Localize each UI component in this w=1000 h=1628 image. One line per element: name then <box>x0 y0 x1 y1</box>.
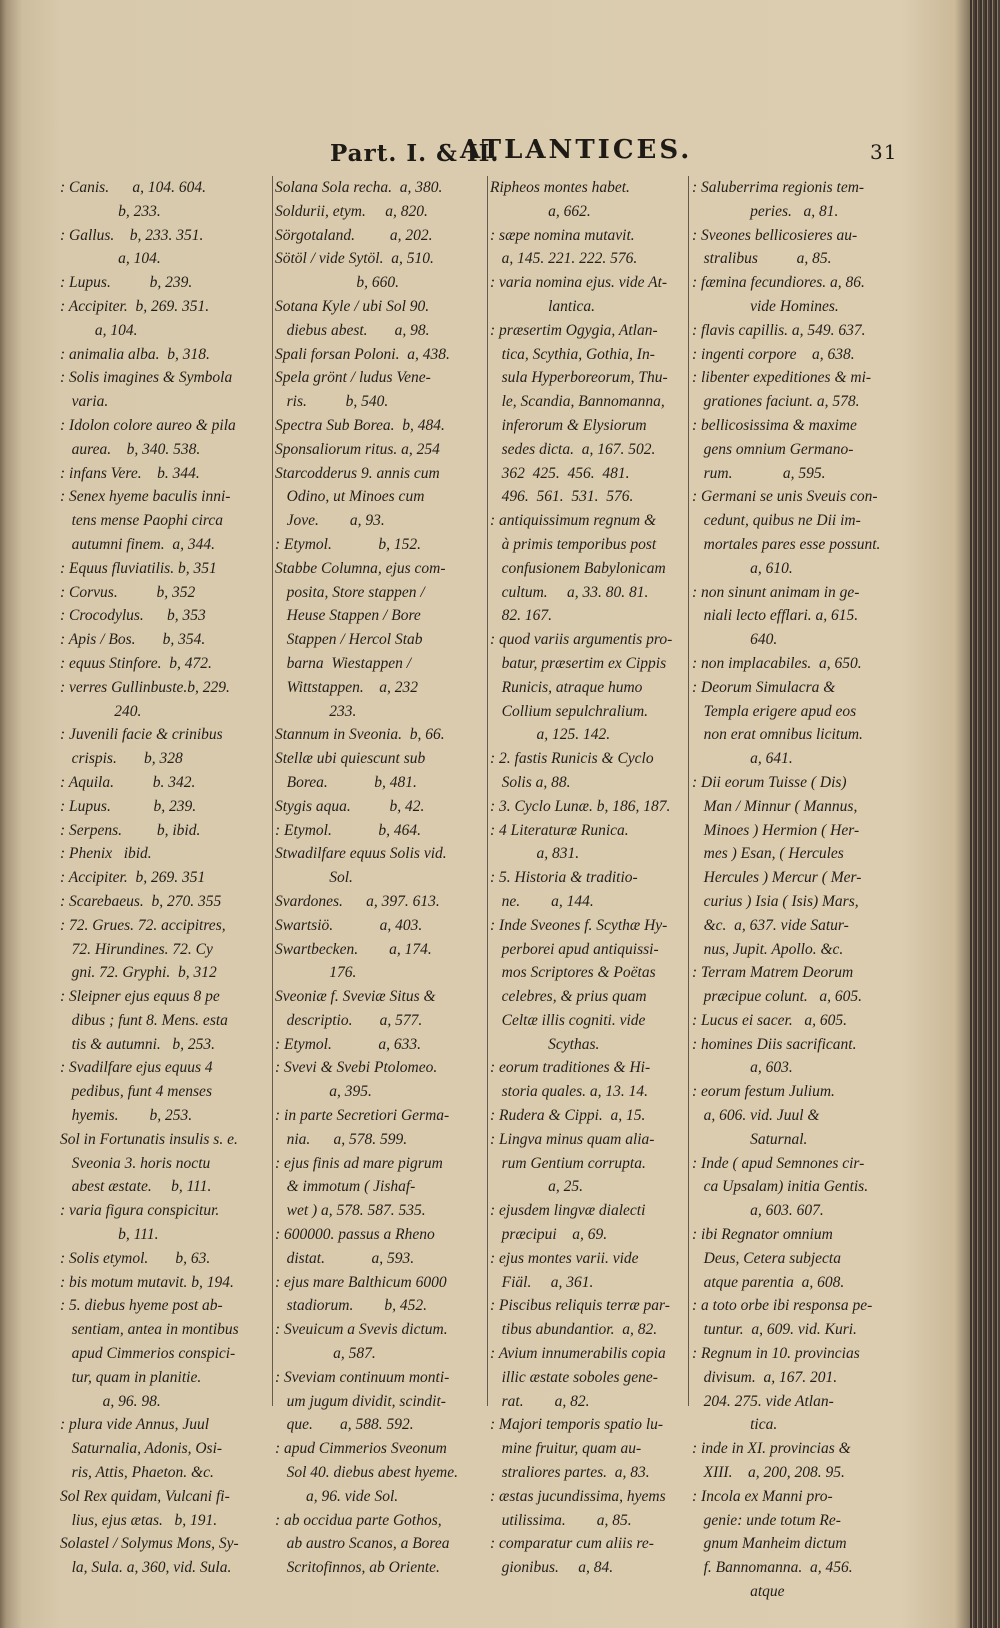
index-line: : comparatur cum aliis re- <box>490 1535 654 1553</box>
index-line: a, 96. 98. <box>60 1392 161 1410</box>
index-line: genie: unde totum Re- <box>692 1511 841 1529</box>
index-line: : Avium innumerabilis copia <box>490 1345 666 1363</box>
index-line: Sol Rex quidam, Vulcani fi- <box>60 1487 230 1505</box>
index-line: : infans Vere. b. 344. <box>60 464 200 482</box>
index-line: : verres Gullinbuste.b, 229. <box>60 678 230 696</box>
index-line: : eorum traditiones & Hi- <box>490 1059 651 1077</box>
index-line: a, 603. <box>692 1059 793 1077</box>
index-line: ne. a, 144. <box>490 892 594 910</box>
index-line: Spectra Sub Borea. b, 484. <box>275 416 445 434</box>
index-line: mes ) Esan, ( Hercules <box>692 845 844 863</box>
index-line: : ejusdem lingvæ dialecti <box>490 1202 646 1220</box>
index-line: storia quales. a, 13. 14. <box>490 1083 649 1101</box>
index-line: nus, Jupit. Apollo. &c. <box>692 940 844 958</box>
index-line: : æstas jucundissima, hyems <box>490 1487 666 1505</box>
index-line: nia. a, 578. 599. <box>275 1130 408 1148</box>
index-line: a, 603. 607. <box>692 1202 824 1220</box>
index-line: : Inde Sveones f. Scythæ Hy- <box>490 916 668 934</box>
index-line: 362 425. 456. 481. <box>490 464 630 482</box>
index-line: : Sveuicum a Svevis dictum. <box>275 1321 448 1339</box>
index-line: Solis a, 88. <box>490 773 571 791</box>
index-line: : Majori temporis spatio lu- <box>490 1416 664 1434</box>
index-line: sula Hyperboreorum, Thu- <box>490 369 668 387</box>
index-line: aurea. b, 340. 538. <box>60 440 201 458</box>
index-line: Ripheos montes habet. <box>490 179 630 196</box>
index-line: tuntur. a, 609. vid. Kuri. <box>692 1321 857 1339</box>
index-line: mortales pares esse possunt. <box>692 535 881 553</box>
index-line: : ejus finis ad mare pigrum <box>275 1154 443 1172</box>
index-line: posita, Store stappen / <box>275 583 425 601</box>
index-line: a, 145. 221. 222. 576. <box>490 250 638 268</box>
index-line: Starcodderus 9. annis cum <box>275 464 440 482</box>
index-line: Sponsaliorum ritus. a, 254 <box>275 440 440 458</box>
index-line: 640. <box>692 631 778 649</box>
index-line: curius ) Isia ( Isis) Mars, <box>692 892 859 910</box>
index-line: : Deorum Simulacra & <box>692 678 836 696</box>
index-line: crispis. b, 328 <box>60 750 183 768</box>
index-line: autumni finem. a, 344. <box>60 535 215 553</box>
index-line: : Solis imagines & Symbola <box>60 369 233 387</box>
index-line: 204. 275. vide Atlan- <box>692 1392 834 1410</box>
index-line: à primis temporibus post <box>490 535 657 553</box>
index-line: : Piscibus reliquis terræ par- <box>490 1297 670 1315</box>
index-line: a, 606. vid. Juul & <box>692 1107 820 1125</box>
index-line: Borea. b, 481. <box>275 773 417 791</box>
index-line: tis & autumni. b, 253. <box>60 1035 216 1053</box>
index-line: b, 660. <box>275 274 399 292</box>
index-line: : Lupus. b, 239. <box>60 274 193 292</box>
index-line: um jugum dividit, scindit- <box>275 1392 446 1410</box>
index-line: 72. Hirundines. 72. Cy <box>60 940 213 958</box>
index-line: abest æstate. b, 111. <box>60 1178 212 1196</box>
index-line: straliores partes. a, 83. <box>490 1464 650 1482</box>
index-line: : Corvus. b, 352 <box>60 583 196 601</box>
index-line: mos Scriptores & Poëtas <box>490 964 656 982</box>
index-line: niali lecto efflari. a, 615. <box>692 607 859 625</box>
index-line: : in parte Secretiori Germa- <box>275 1107 450 1125</box>
index-line: Jove. a, 93. <box>275 512 385 530</box>
index-line: : 3. Cyclo Lunæ. b, 186, 187. <box>490 797 671 815</box>
index-line: præcipue colunt. a, 605. <box>692 988 863 1006</box>
index-line: peries. a, 81. <box>692 202 839 220</box>
index-line: : apud Cimmerios Sveonum <box>275 1440 447 1458</box>
index-line: : Crocodylus. b, 353 <box>60 607 206 625</box>
index-line: Wittstappen. a, 232 <box>275 678 418 696</box>
index-line: varia. <box>60 393 109 411</box>
index-line: lius, ejus ætas. b, 191. <box>60 1511 218 1529</box>
index-line: Saturnal. <box>692 1130 808 1148</box>
index-line: inferorum & Elysiorum <box>490 416 647 434</box>
index-line: : Accipiter. b, 269. 351 <box>60 869 206 887</box>
index-line: : Inde ( apud Semnones cir- <box>692 1154 865 1172</box>
index-column-2 <box>275 176 485 1577</box>
index-line: Stellæ ubi quiescunt sub <box>275 750 426 768</box>
index-line: : Phenix ibid. <box>60 845 152 863</box>
index-line: Stabbe Columna, ejus com- <box>275 559 446 577</box>
index-line: Saturnalia, Adonis, Osi- <box>60 1440 223 1458</box>
index-line: : equus Stinfore. b, 472. <box>60 654 212 672</box>
index-line: confusionem Babylonicam <box>490 559 666 577</box>
index-line: perborei apud antiquissi- <box>490 940 659 958</box>
index-line: Minoes ) Hermion ( Her- <box>692 821 860 839</box>
column-rule <box>487 176 488 1406</box>
index-line: grationes faciunt. a, 578. <box>692 393 860 411</box>
index-line: Sotana Kyle / ubi Sol 90. <box>275 297 430 315</box>
index-line: tica, Scythia, Gothia, In- <box>490 345 655 363</box>
index-line: Man / Minnur ( Mannus, <box>692 797 858 815</box>
index-line: b, 233. <box>60 202 161 220</box>
header-title: ATLANTICES. <box>460 135 693 165</box>
index-line: Templa erigere apud eos <box>692 702 857 720</box>
index-line: stralibus a, 85. <box>692 250 832 268</box>
index-line: : eorum festum Julium. <box>692 1083 835 1101</box>
index-line: Celtæ illis cogniti. vide <box>490 1011 646 1029</box>
index-line: : antiquissimum regnum & <box>490 512 657 530</box>
index-line: Odino, ut Minoes cum <box>275 488 425 506</box>
index-line: : ibi Regnator omnium <box>692 1226 833 1244</box>
index-line: ab austro Scanos, a Borea <box>275 1535 450 1553</box>
index-line: pedibus, funt 4 menses <box>60 1083 212 1101</box>
index-line: : Sleipner ejus equus 8 pe <box>60 988 220 1006</box>
index-line: Swartsiö. a, 403. <box>275 916 423 934</box>
index-line: : Dii eorum Tuisse ( Dis) <box>692 773 847 791</box>
index-line: a, 125. 142. <box>490 726 611 744</box>
index-line: sedes dicta. a, 167. 502. <box>490 440 656 458</box>
index-line: diebus abest. a, 98. <box>275 321 430 339</box>
index-line: Scritofinnos, ab Oriente. <box>275 1559 440 1577</box>
index-line: barna Wiestappen / <box>275 654 412 672</box>
index-line: a, 610. <box>692 559 793 577</box>
index-line: a, 104. <box>60 250 161 268</box>
index-line: utilissima. a, 85. <box>490 1511 632 1529</box>
index-line: : plura vide Annus, Juul <box>60 1416 210 1434</box>
index-line: : Scarebaeus. b, 270. 355 <box>60 892 222 910</box>
index-line: Stygis aqua. b, 42. <box>275 797 425 815</box>
index-line: : Etymol. a, 633. <box>275 1035 421 1053</box>
index-line: : Solis etymol. b, 63. <box>60 1249 211 1267</box>
index-line: : Svadilfare ejus equus 4 <box>60 1059 213 1077</box>
index-line: : Apis / Bos. b, 354. <box>60 631 206 649</box>
index-line: la, Sula. a, 360, vid. Sula. <box>60 1559 232 1577</box>
index-line: descriptio. a, 577. <box>275 1011 423 1029</box>
index-line: a, 831. <box>490 845 580 863</box>
index-line: Stwadilfare equus Solis vid. <box>275 845 447 863</box>
index-line: cedunt, quibus ne Dii im- <box>692 512 861 530</box>
index-line: Solana Sola recha. a, 380. <box>275 179 443 196</box>
index-line: 176. <box>275 964 357 982</box>
index-line: cultum. a, 33. 80. 81. <box>490 583 649 601</box>
index-line: Sveonia 3. horis noctu <box>60 1154 211 1172</box>
index-line: : a toto orbe ibi responsa pe- <box>692 1297 873 1315</box>
index-line: Scythas. <box>490 1035 600 1053</box>
index-line: Sol. <box>275 869 353 887</box>
index-line: ca Upsalam) initia Gentis. <box>692 1178 869 1196</box>
index-line: : flavis capillis. a, 549. 637. <box>692 321 866 339</box>
index-line: &c. a, 637. vide Satur- <box>692 916 849 934</box>
index-line: : varia nomina ejus. vide At- <box>490 274 668 292</box>
index-column-1 <box>60 176 272 1577</box>
index-line: : varia figura conspicitur. <box>60 1202 220 1220</box>
index-line: vide Homines. <box>692 297 839 315</box>
index-line: Deus, Cetera subjecta <box>692 1249 841 1267</box>
index-line: : Juvenili facie & crinibus <box>60 726 223 744</box>
index-line: XIII. a, 200, 208. 95. <box>692 1464 845 1482</box>
index-line: divisum. a, 167. 201. <box>692 1368 838 1386</box>
index-line: : Etymol. b, 152. <box>275 535 421 553</box>
index-line: a, 96. vide Sol. <box>275 1487 399 1505</box>
book-page-edges <box>970 0 1000 1628</box>
index-line: : sæpe nomina mutavit. <box>490 226 635 244</box>
index-line: Hercules ) Mercur ( Mer- <box>692 869 862 887</box>
index-line: : Equus fluviatilis. b, 351 <box>60 559 217 577</box>
index-line: : Incola ex Manni pro- <box>692 1487 833 1505</box>
index-line: : Serpens. b, ibid. <box>60 821 201 839</box>
index-line: a, 662. <box>490 202 591 220</box>
index-line: a, 587. <box>275 1345 376 1363</box>
index-line: Sveoniæ f. Sveviæ Situs & <box>275 988 436 1006</box>
column-rule <box>272 176 273 1406</box>
index-line: : Lupus. b, 239. <box>60 797 197 815</box>
index-line: rum. a, 595. <box>692 464 826 482</box>
index-line: : Lucus ei sacer. a, 605. <box>692 1011 847 1029</box>
index-line: : 5. Historia & traditio- <box>490 869 638 887</box>
index-line: : homines Diis sacrificant. <box>692 1035 857 1053</box>
index-line: Spali forsan Poloni. a, 438. <box>275 345 450 363</box>
index-line: illic æstate soboles gene- <box>490 1368 658 1386</box>
index-line: atque parentia a, 608. <box>692 1273 845 1291</box>
index-line: : ab occidua parte Gothos, <box>275 1511 442 1529</box>
index-line: celebres, & prius quam <box>490 988 647 1006</box>
index-line: tibus abundantior. a, 82. <box>490 1321 658 1339</box>
index-line: rat. a, 82. <box>490 1392 590 1410</box>
index-line: : bis motum mutavit. b, 194. <box>60 1273 234 1291</box>
index-line: Stannum in Sveonia. b, 66. <box>275 726 445 744</box>
index-line: gni. 72. Gryphi. b, 312 <box>60 964 217 982</box>
index-line: tens mense Paophi circa <box>60 512 223 530</box>
index-line: b, 111. <box>60 1226 159 1244</box>
index-line: Sörgotaland. a, 202. <box>275 226 433 244</box>
index-line: Sötöl / vide Sytöl. a, 510. <box>275 250 434 268</box>
index-column-3 <box>490 176 685 1577</box>
index-line: Stappen / Hercol Stab <box>275 631 423 649</box>
index-line: : animalia alba. b, 318. <box>60 345 210 363</box>
index-line: non erat omnibus licitum. <box>692 726 863 744</box>
page-number: 31 <box>870 140 898 164</box>
index-line: mine fruitur, quam au- <box>490 1440 642 1458</box>
index-line: : fæmina fecundiores. a, 86. <box>692 274 865 292</box>
index-line: : 5. diebus hyeme post ab- <box>60 1297 223 1315</box>
index-line: sentiam, antea in montibus <box>60 1321 239 1339</box>
index-line: ris. b, 540. <box>275 393 389 411</box>
index-line: : 2. fastis Runicis & Cyclo <box>490 750 654 768</box>
index-line: a, 25. <box>490 1178 583 1196</box>
index-line: Fiäl. a, 361. <box>490 1273 594 1291</box>
index-line: a, 395. <box>275 1083 372 1101</box>
index-line: Collium sepulchralium. <box>490 702 649 720</box>
index-line: præcipui a, 69. <box>490 1226 608 1244</box>
running-header <box>330 135 940 167</box>
index-line: a, 641. <box>692 750 793 768</box>
index-line: gnum Manheim dictum <box>692 1535 847 1553</box>
index-line: tica. <box>692 1416 778 1434</box>
index-line: : non implacabiles. a, 650. <box>692 654 862 672</box>
index-line: : Regnum in 10. provincias <box>692 1345 860 1363</box>
index-column-4 <box>692 176 912 1601</box>
index-line: & immotum ( Jishaf- <box>275 1178 416 1196</box>
index-line: : Etymol. b, 464. <box>275 821 421 839</box>
index-line: dibus ; funt 8. Mens. esta <box>60 1011 228 1029</box>
index-line: Sol in Fortunatis insulis s. e. <box>60 1130 238 1148</box>
index-line: : libenter expeditiones & mi- <box>692 369 872 387</box>
index-line: : Canis. a, 104. 604. <box>60 179 206 196</box>
index-line: : præsertim Ogygia, Atlan- <box>490 321 658 339</box>
index-line: le, Scandia, Bannomanna, <box>490 393 665 411</box>
index-line: Heuse Stappen / Bore <box>275 607 421 625</box>
index-line: gionibus. a, 84. <box>490 1559 614 1577</box>
index-line: : Terram Matrem Deorum <box>692 964 854 982</box>
index-line: : inde in XI. provincias & <box>692 1440 851 1458</box>
index-line: : Idolon colore aureo & pila <box>60 416 236 434</box>
index-line: 233. <box>275 702 357 720</box>
index-line: : Sveones bellicosieres au- <box>692 226 858 244</box>
index-line: : non sinunt animam in ge- <box>692 583 860 601</box>
index-line: Svardones. a, 397. 613. <box>275 892 440 910</box>
index-line: 82. 167. <box>490 607 552 625</box>
index-line: : Lingva minus quam alia- <box>490 1130 655 1148</box>
index-line: : Saluberrima regionis tem- <box>692 179 865 196</box>
index-line: : 600000. passus a Rheno <box>275 1226 435 1244</box>
index-line: atque <box>692 1583 785 1601</box>
index-line: batur, præsertim ex Cippis <box>490 654 667 672</box>
column-rule <box>688 176 689 1406</box>
index-line: : Senex hyeme baculis inni- <box>60 488 231 506</box>
index-line: : Accipiter. b, 269. 351. <box>60 297 210 315</box>
index-line: a, 104. <box>60 321 138 339</box>
index-line: : 72. Grues. 72. accipitres, <box>60 916 226 934</box>
index-line: : Rudera & Cippi. a, 15. <box>490 1107 646 1125</box>
index-line: : quod variis argumentis pro- <box>490 631 673 649</box>
header-part: Part. I. & II. <box>330 140 500 167</box>
index-line: Swartbecken. a, 174. <box>275 940 432 958</box>
index-line: Sol 40. diebus abest hyeme. <box>275 1464 458 1482</box>
index-line: : ejus montes varii. vide <box>490 1249 639 1267</box>
index-line: ris, Attis, Phaeton. &c. <box>60 1464 214 1482</box>
index-line: Spela grönt / ludus Vene- <box>275 369 431 387</box>
index-line: tur, quam in planitie. <box>60 1368 202 1386</box>
index-line: rum Gentium corrupta. <box>490 1154 646 1172</box>
index-line: gens omnium Germano- <box>692 440 854 458</box>
index-line: f. Bannomanna. a, 456. <box>692 1559 853 1577</box>
index-line: stadiorum. b, 452. <box>275 1297 427 1315</box>
index-line: wet ) a, 578. 587. 535. <box>275 1202 426 1220</box>
index-line: Solastel / Solymus Mons, Sy- <box>60 1535 239 1553</box>
index-line: : ingenti corpore a, 638. <box>692 345 855 363</box>
index-line: : Gallus. b, 233. 351. <box>60 226 204 244</box>
index-line: : ejus mare Balthicum 6000 <box>275 1273 447 1291</box>
index-line: distat. a, 593. <box>275 1249 415 1267</box>
index-line: que. a, 588. 592. <box>275 1416 414 1434</box>
index-line: : 4 Literaturæ Runica. <box>490 821 629 839</box>
index-line: apud Cimmerios conspici- <box>60 1345 236 1363</box>
index-line: : Germani se unis Sveuis con- <box>692 488 878 506</box>
index-line: Runicis, atraque humo <box>490 678 643 696</box>
index-line: lantica. <box>490 297 596 315</box>
index-line: 240. <box>60 702 142 720</box>
index-line: hyemis. b, 253. <box>60 1107 193 1125</box>
index-line: : Sveviam continuum monti- <box>275 1368 450 1386</box>
index-line: Soldurii, etym. a, 820. <box>275 202 428 220</box>
index-line: : Svevi & Svebi Ptolomeo. <box>275 1059 438 1077</box>
index-line: : bellicosissima & maxime <box>692 416 857 434</box>
index-line: : Aquila. b. 342. <box>60 773 196 791</box>
index-line: 496. 561. 531. 576. <box>490 488 634 506</box>
